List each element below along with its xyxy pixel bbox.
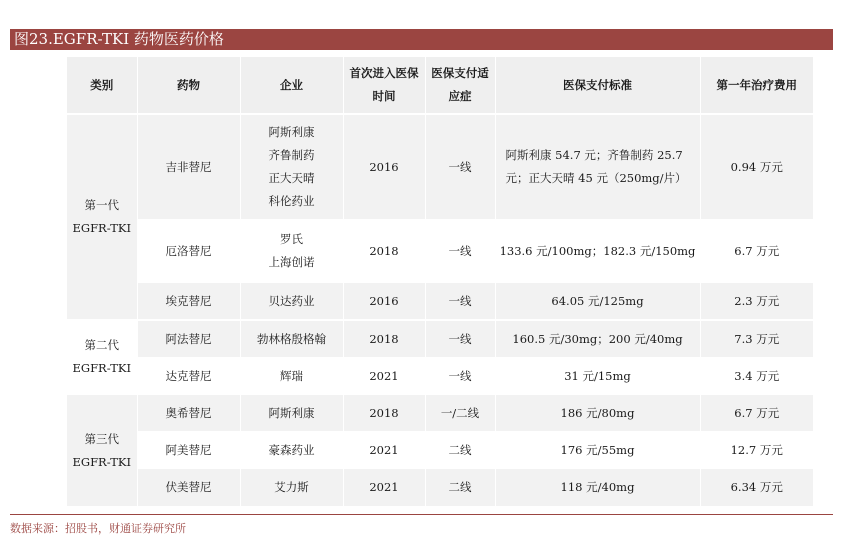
payment-standard: 186 元/80mg xyxy=(495,394,700,432)
category-label-line1: 第三代 xyxy=(84,431,119,446)
indication: 一/二线 xyxy=(425,394,495,432)
header-drug: 药物 xyxy=(137,57,240,114)
company-name: 阿斯利康 xyxy=(268,125,315,139)
company-name: 辉瑞 xyxy=(240,358,343,394)
company-name: 艾力斯 xyxy=(240,468,343,506)
header-first-year-cost: 第一年治疗费用 xyxy=(700,57,813,114)
table-row xyxy=(67,220,813,282)
entry-year: 2018 xyxy=(343,320,425,358)
table-row xyxy=(67,394,813,432)
company-name: 豪森药业 xyxy=(240,432,343,468)
drug-name: 阿美替尼 xyxy=(137,432,240,468)
payment-standard: 64.05 元/125mg xyxy=(495,282,700,320)
category-cell xyxy=(67,320,137,394)
entry-year: 2018 xyxy=(343,220,425,282)
first-year-cost: 0.94 万元 xyxy=(700,114,813,220)
indication: 二线 xyxy=(425,432,495,468)
company-name: 罗氏 xyxy=(280,232,303,246)
header-indication-line2: 应症 xyxy=(448,89,472,103)
header-indication xyxy=(425,57,495,114)
header-first-entry xyxy=(343,57,425,114)
drug-name: 厄洛替尼 xyxy=(137,220,240,282)
indication: 二线 xyxy=(425,468,495,506)
payment-standard: 160.5 元/30mg；200 元/40mg xyxy=(495,320,700,358)
company-name: 科伦药业 xyxy=(268,194,315,208)
indication: 一线 xyxy=(425,320,495,358)
header-row xyxy=(67,57,813,114)
payment-standard: 176 元/55mg xyxy=(495,432,700,468)
drug-name: 伏美替尼 xyxy=(137,468,240,506)
drug-name: 吉非替尼 xyxy=(137,114,240,220)
table-row xyxy=(67,432,813,468)
company-list xyxy=(240,114,343,220)
header-first-entry-line2: 时间 xyxy=(372,89,396,103)
company-name: 勃林格殷格翰 xyxy=(240,320,343,358)
drug-name: 奥希替尼 xyxy=(137,394,240,432)
category-label-line1: 第二代 xyxy=(84,338,119,352)
header-company: 企业 xyxy=(240,57,343,114)
payment-standard-line1: 阿斯利康 54.7 元；齐鲁制药 25.7 xyxy=(505,148,683,162)
first-year-cost: 7.3 万元 xyxy=(700,320,813,358)
drug-name: 埃克替尼 xyxy=(137,282,240,320)
indication: 一线 xyxy=(425,282,495,320)
entry-year: 2016 xyxy=(343,282,425,320)
company-list xyxy=(240,220,343,282)
category-cell xyxy=(67,394,137,506)
indication: 一线 xyxy=(425,220,495,282)
indication: 一线 xyxy=(425,358,495,394)
header-first-entry-line1: 首次进入医保 xyxy=(349,66,419,80)
entry-year: 2018 xyxy=(343,394,425,432)
table-row xyxy=(67,358,813,394)
payment-standard xyxy=(495,114,700,220)
entry-year: 2021 xyxy=(343,432,425,468)
header-payment-standard: 医保支付标准 xyxy=(495,57,700,114)
table-row xyxy=(67,468,813,506)
first-year-cost: 12.7 万元 xyxy=(700,432,813,468)
payment-standard: 31 元/15mg xyxy=(495,358,700,394)
company-name: 齐鲁制药 xyxy=(268,148,315,162)
entry-year: 2016 xyxy=(343,114,425,220)
category-label-line2: EGFR-TKI xyxy=(72,221,131,235)
company-name: 贝达药业 xyxy=(240,282,343,320)
payment-standard-line2: 元；正大天晴 45 元（250mg/片） xyxy=(505,171,687,185)
payment-standard: 133.6 元/100mg；182.3 元/150mg xyxy=(495,220,700,282)
entry-year: 2021 xyxy=(343,468,425,506)
header-category: 类别 xyxy=(67,57,137,114)
payment-standard: 118 元/40mg xyxy=(495,468,700,506)
first-year-cost: 6.7 万元 xyxy=(700,220,813,282)
category-label-line2: EGFR-TKI xyxy=(72,454,131,469)
category-cell xyxy=(67,114,137,320)
category-label-line2: EGFR-TKI xyxy=(72,361,131,375)
table-row xyxy=(67,282,813,320)
drug-name: 达克替尼 xyxy=(137,358,240,394)
first-year-cost: 6.7 万元 xyxy=(700,394,813,432)
figure-title: 图23.EGFR-TKI 药物医药价格 xyxy=(10,29,833,50)
header-indication-line1: 医保支付适 xyxy=(431,66,489,80)
footer-divider xyxy=(10,514,833,515)
first-year-cost: 2.3 万元 xyxy=(700,282,813,320)
entry-year: 2021 xyxy=(343,358,425,394)
company-name: 上海创诺 xyxy=(268,255,315,269)
first-year-cost: 6.34 万元 xyxy=(700,468,813,506)
category-label-line1: 第一代 xyxy=(84,198,119,212)
drug-price-table xyxy=(67,57,813,506)
company-name: 阿斯利康 xyxy=(240,394,343,432)
first-year-cost: 3.4 万元 xyxy=(700,358,813,394)
drug-name: 阿法替尼 xyxy=(137,320,240,358)
table-row xyxy=(67,320,813,358)
company-name: 正大天晴 xyxy=(268,171,315,185)
source-note: 数据来源：招股书，财通证券研究所 xyxy=(10,522,186,535)
table-row xyxy=(67,114,813,220)
indication: 一线 xyxy=(425,114,495,220)
